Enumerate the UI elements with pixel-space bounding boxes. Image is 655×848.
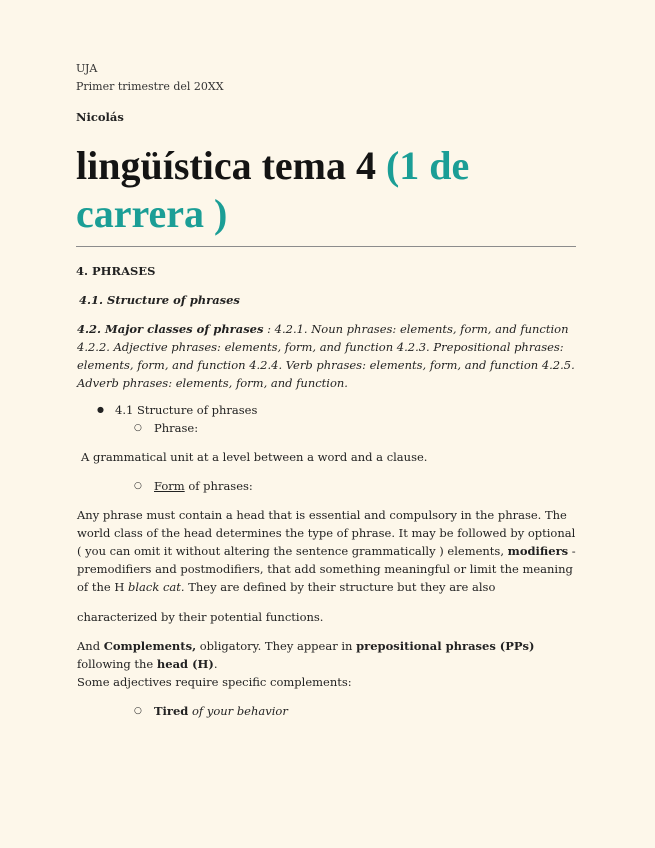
example-word: Tired [154,704,189,718]
form-text-2: - premodifiers and postmodifiers, that add something meaningful or limit the meaning of the H [77,544,576,594]
sub-list-item-form [76,477,578,495]
author-name: Nicolás [76,110,124,124]
period: . [213,657,218,671]
document-body [76,262,578,720]
head-term: head (H) [156,657,214,671]
form-text-3: They are defined by their structure but they are also [184,580,496,594]
classes-label: 4.2. Major classes of phrases [77,322,264,336]
adjectives-line: Some adjectives require specific complements: [77,675,352,689]
list-item: ● 4.1 Structure of phrases [76,401,578,419]
form-rest: of phrases: [184,479,253,493]
form-underlined: Form [154,479,185,493]
example-black-cat: black cat. [128,580,185,594]
term-line: Primer trimestre del 20XX [76,80,224,93]
section-heading: 4. PHRASES [76,264,156,278]
modifiers-term: modifiers [507,544,569,558]
outline-list [76,401,578,419]
org-name: UJA [76,62,98,75]
complements-paragraph [76,637,578,673]
subsection-heading-structure: 4.1. Structure of phrases [79,293,240,307]
title-divider [76,246,576,247]
characterized-line: characterized by their potential functions. [77,610,324,624]
comp-text: obligatory. They appear in [196,639,357,653]
form-text-1: Any phrase must contain a head that is essential and compulsory in the phrase. The world class of the head determines the type of phrase. It may be followed by optional ( you can omit it without altering the sentence grammatically ) elements, [77,508,576,558]
sub-list-item-phrase: ○ Phrase: [76,419,578,437]
form-paragraph [76,506,578,596]
complements-term: Complements, [103,639,197,653]
classes-contents [76,320,578,392]
following-text: following the [77,657,157,671]
pps-term: prepositional phrases (PPs) [356,639,535,653]
title-main: lingüística tema 4 [76,143,386,188]
classes-list-text: : 4.2.1. Noun phrases: elements, form, and function 4.2.2. Adjective phrases: elements, form, and function 4.2.3. Prepositional phrases: elements, form, and function 4.2.4. Verb phrases: elements, form, and function 4.2.5. Adverb phrases: elements, form, and function. [77,322,575,390]
and-word: And [77,639,104,653]
phrase-definition: A grammatical unit at a level between a word and a clause. [81,450,428,464]
example-item-tired [76,702,578,720]
title-accent: (1 de carrera ) [76,143,470,236]
example-rest: of your behavior [188,704,288,718]
document-title [76,142,576,238]
